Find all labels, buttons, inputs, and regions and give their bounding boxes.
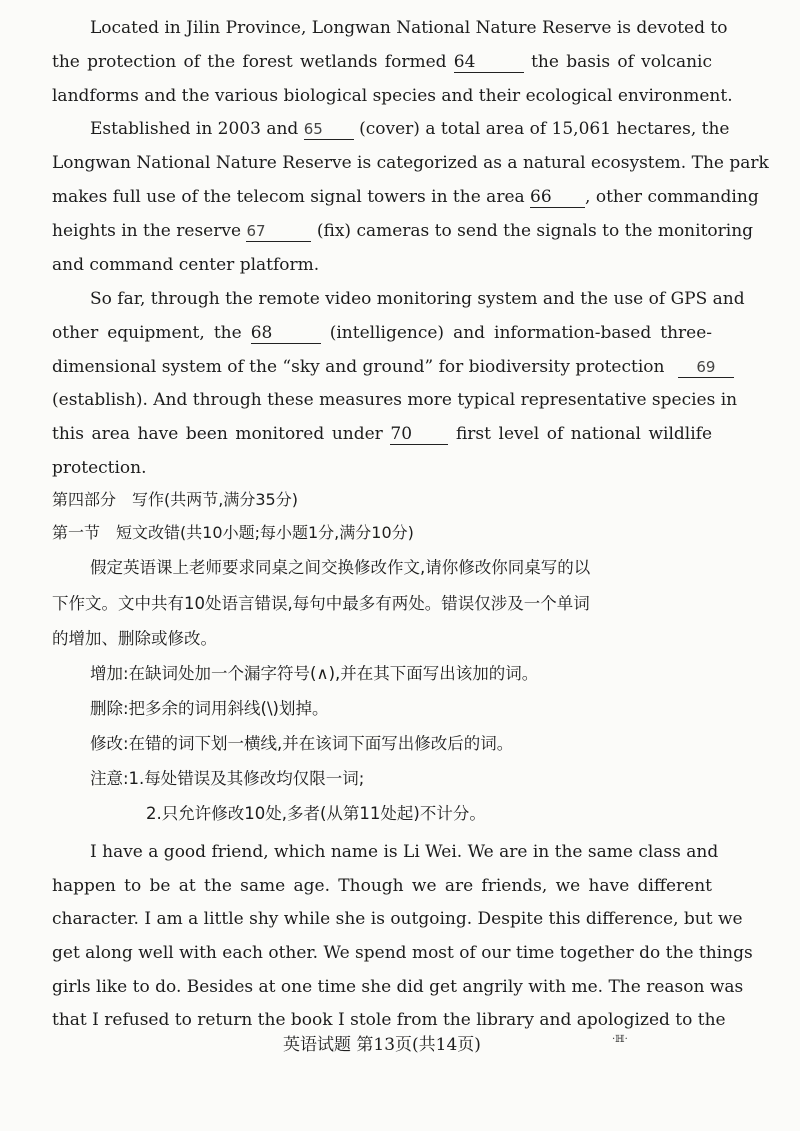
passage-line: and command center platform. [52,255,320,275]
passage-line [52,50,712,74]
instruction-delete: 删除:把多余的词用斜线(\)划掉。 [90,699,329,718]
blank-67: 67 [246,221,311,242]
instruction-modify: 修改:在错的词下划一横线,并在该词下面写出修改后的词。 [90,734,514,753]
passage-text: (intelligence) and information-based three- [329,323,713,343]
instruction-line: 下作文。文中共有10处语言错误,每句中最多有两处。错误仅涉及一个单词 [52,594,590,613]
passage-text: (fix) cameras to send the signals to the monitoring [316,221,754,241]
passage-line: Longwan National Nature Reserve is categorized as a natural ecosystem. The park [52,153,769,173]
passage-line: protection. [52,458,147,478]
passage-text: Established in 2003 and [90,119,299,139]
passage-line [52,219,754,243]
note-1: 注意:1.每处错误及其修改均仅限一词; [90,769,365,788]
essay-line: I have a good friend, which name is Li Wei. We are in the same class and [90,842,719,862]
passage-line: (establish). And through these measures more typical representative species in [52,390,738,410]
blank-64: 64 [454,52,524,73]
passage-line [52,355,716,379]
section-heading: 第四部分 写作(共两节,满分35分) [52,490,298,509]
passage-text: heights in the reserve [52,221,242,241]
passage-text: this area have been monitored under [52,424,383,444]
passage-text: other commanding [595,187,759,207]
page-mark: ·ℍ· [612,1034,628,1045]
passage-line [52,321,712,345]
passage-text: first level of national wildlife [455,424,713,444]
blank-70: 70 [390,424,448,445]
subsection-heading: 第一节 短文改错(共10小题;每小题1分,满分10分) [52,523,414,542]
essay-line: that I refused to return the book I stole from the library and apologized to the [52,1010,726,1030]
passage-text: makes full use of the telecom signal towers in the area [52,187,525,207]
blank-65: 65 [304,119,354,140]
essay-line: girls like to do. Besides at one time she did get angrily with me. The reason was [52,977,744,997]
passage-line [52,422,712,446]
note-2: 2.只允许修改10处,多者(从第11处起)不计分。 [146,804,486,823]
blank-66: 66 [530,187,585,208]
passage-line [90,117,730,141]
passage-line [52,185,759,209]
passage-line: landforms and the various biological species and their ecological environment. [52,86,733,106]
instruction-line: 的增加、删除或修改。 [52,629,217,648]
essay-line: happen to be at the same age. Though we are friends, we have different [52,876,712,896]
passage-text: the basis of volcanic [531,52,713,72]
page-footer: 英语试题 第13页(共14页) [283,1035,481,1055]
instruction-add: 增加:在缺词处加一个漏字符号(∧),并在其下面写出该加的词。 [90,664,539,683]
passage-text: other equipment, the [52,323,242,343]
instruction-line: 假定英语课上老师要求同桌之间交换修改作文,请你修改你同桌写的以 [90,558,591,577]
passage-text: dimensional system of the “sky and ground” for biodiversity protection [52,357,665,377]
passage-text: the protection of the forest wetlands formed [52,52,447,72]
essay-line: get along well with each other. We spend most of our time together do the things [52,943,753,963]
blank-68: 68 [251,323,321,344]
passage-line: Located in Jilin Province, Longwan National Nature Reserve is devoted to [90,18,728,38]
passage-text: (cover) a total area of 15,061 hectares, the [359,119,730,139]
essay-line: character. I am a little shy while she is outgoing. Despite this difference, but we [52,909,743,929]
blank-69: 69 [678,357,734,378]
passage-line: So far, through the remote video monitoring system and the use of GPS and [90,289,745,309]
comma: , [585,187,591,207]
